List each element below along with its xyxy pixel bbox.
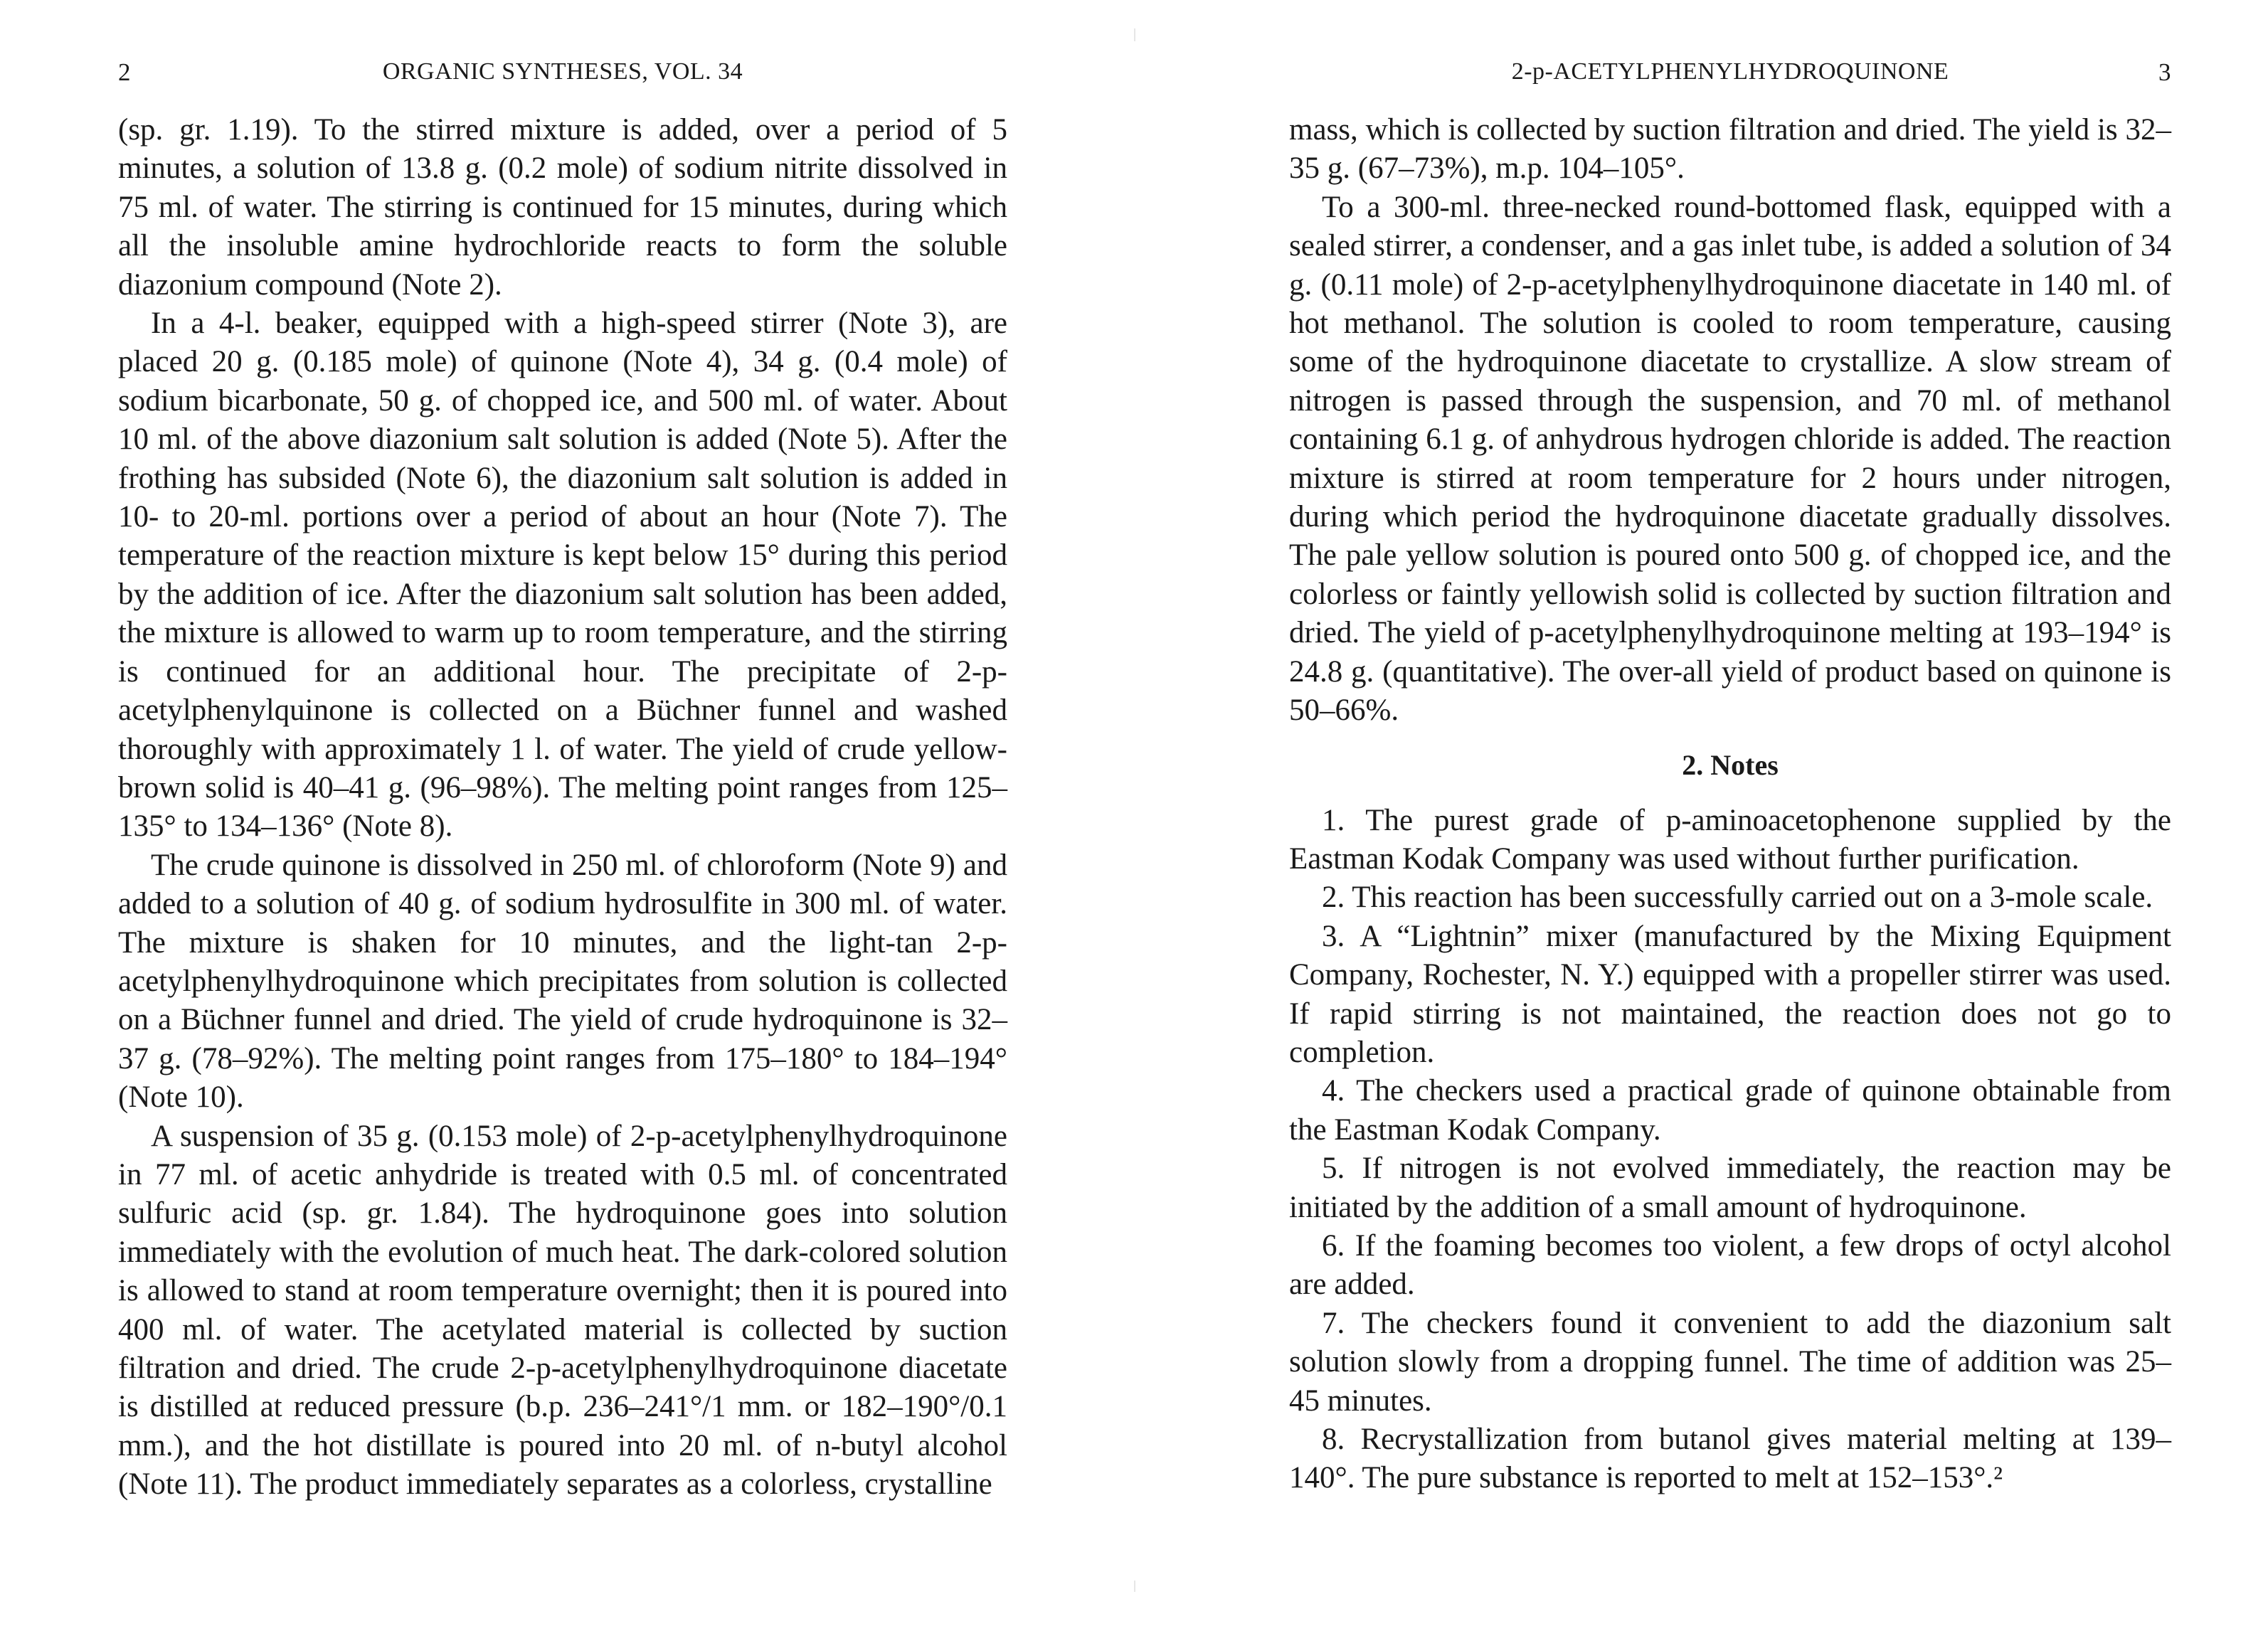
- note-item: 2. This reaction has been successfully carried out on a 3-mole scale.: [1322, 881, 2153, 915]
- gutter-mark-top: [1134, 28, 1135, 41]
- notes-heading: 2. Notes: [1682, 748, 1779, 781]
- running-head: [1289, 58, 2171, 94]
- note-item: 6. If the foaming becomes too violent, a few drops of octyl alcohol are added.: [1289, 1228, 2171, 1302]
- page-number: 3: [2158, 58, 2171, 86]
- running-head: [118, 58, 1007, 94]
- paragraph: The crude quinone is dissolved in 250 ml. of chloroform (Note 9) and added to a solution of 40 g. of sodium hydrosulfite in 300 ml. of water. The mixture is shaken for 10 minutes, and the light-tan 2-p-acetylphenylhydroquinone which precipitates from solution is collected on a Büchner funnel and dried. The yield of crude hydroquinone is 32–37 g. (78–92%). The melting point ranges from 175–180° to 184–194° (Note 10).: [118, 848, 1007, 1115]
- paragraph: mass, which is collected by suction filtration and dried. The yield is 32–35 g. (67–73%), m.p. 104–105°.: [1289, 113, 2171, 186]
- paragraph: A suspension of 35 g. (0.153 mole) of 2-p-acetylphenylhydroquinone in 77 ml. of acetic anhydride is treated with 0.5 ml. of concentrated sulfuric acid (sp. gr. 1.84). The hydroquinone goes into solution immediately with the evolution of much heat. The dark-colored solution is allowed to stand at room temperature overnight; then it is poured into 400 ml. of water. The acetylated material is collected by suction filtration and dried. The crude 2-p-acetylphenylhydroquinone diacetate is distilled at reduced pressure (b.p. 236–241°/1 mm. or 182–190°/0.1 mm.), and the hot distillate is poured into 20 ml. of n-butyl alcohol (Note 11). The product immediately separates as a colorless, crystalline: [118, 1119, 1007, 1502]
- note-item: 4. The checkers used a practical grade of quinone obtainable from the Eastman Kodak Company.: [1289, 1074, 2171, 1147]
- page-number: 2: [118, 58, 131, 86]
- running-head-title: 2-p-ACETYLPHENYLHYDROQUINONE: [1511, 58, 1949, 85]
- running-head-title: ORGANIC SYNTHESES, VOL. 34: [382, 58, 743, 85]
- paragraph: (sp. gr. 1.19). To the stirred mixture is added, over a period of 5 minutes, a solution of 13.8 g. (0.2 mole) of sodium nitrite dissolved in 75 ml. of water. The stirring is continued for 15 minutes, during which all the insoluble amine hydrochloride reacts to form the soluble diazonium compound (Note 2).: [118, 113, 1007, 302]
- page-body: [1289, 111, 2171, 1498]
- left-page: [118, 0, 1007, 1636]
- note-item: 8. Recrystallization from butanol gives material melting at 139–140°. The pure substance is reported to melt at 152–153°.²: [1289, 1423, 2171, 1495]
- note-item: 5. If nitrogen is not evolved immediately, the reaction may be initiated by the addition of a small amount of hydroquinone.: [1289, 1152, 2171, 1224]
- page-body: [118, 111, 1007, 1504]
- gutter-mark-bottom: [1134, 1581, 1135, 1592]
- note-item: 3. A “Lightnin” mixer (manufactured by the Mixing Equipment Company, Rochester, N. Y.) equipped with a propeller stirrer was used. If rapid stirring is not maintained, the reaction does not go to completion.: [1289, 919, 2171, 1069]
- note-item: 1. The purest grade of p-aminoacetophenone supplied by the Eastman Kodak Company was used without further purification.: [1289, 803, 2171, 876]
- right-page: [1289, 0, 2171, 1636]
- note-item: 7. The checkers found it convenient to add the diazonium salt solution slowly from a dropping funnel. The time of addition was 25–45 minutes.: [1289, 1306, 2171, 1418]
- paragraph: In a 4-l. beaker, equipped with a high-speed stirrer (Note 3), are placed 20 g. (0.185 mole) of quinone (Note 4), 34 g. (0.4 mole) of sodium bicarbonate, 50 g. of chopped ice, and 500 ml. of water. About 10 ml. of the above diazonium salt solution is added (Note 5). After the frothing has subsided (Note 6), the diazonium salt solution is added in 10- to 20-ml. portions over a period of about an hour (Note 7). The temperature of the reaction mixture is kept below 15° during this period by the addition of ice. After the diazonium salt solution has been added, the mixture is allowed to warm up to room temperature, and the stirring is continued for an additional hour. The precipitate of 2-p-acetylphenylquinone is collected on a Büchner funnel and washed thoroughly with approximately 1 l. of water. The yield of crude yellow-brown solid is 40–41 g. (96–98%). The melting point ranges from 125–135° to 134–136° (Note 8).: [118, 307, 1007, 844]
- paragraph: To a 300-ml. three-necked round-bottomed flask, equipped with a sealed stirrer, a condenser, and a gas inlet tube, is added a solution of 34 g. (0.11 mole) of 2-p-acetylphenylhydroquinone diacetate in 140 ml. of hot methanol. The solution is cooled to room temperature, causing some of the hydroquinone diacetate to crystallize. A slow stream of nitrogen is passed through the suspension, and 70 ml. of methanol containing 6.1 g. of anhydrous hydrogen chloride is added. The reaction mixture is stirred at room temperature for 2 hours under nitrogen, during which period the hydroquinone diacetate gradually dissolves. The pale yellow solution is poured onto 500 g. of chopped ice, and the colorless or faintly yellowish solid is collected by suction filtration and dried. The yield of p-acetylphenylhydroquinone melting at 193–194° is 24.8 g. (quantitative). The over-all yield of product based on quinone is 50–66%.: [1289, 190, 2171, 728]
